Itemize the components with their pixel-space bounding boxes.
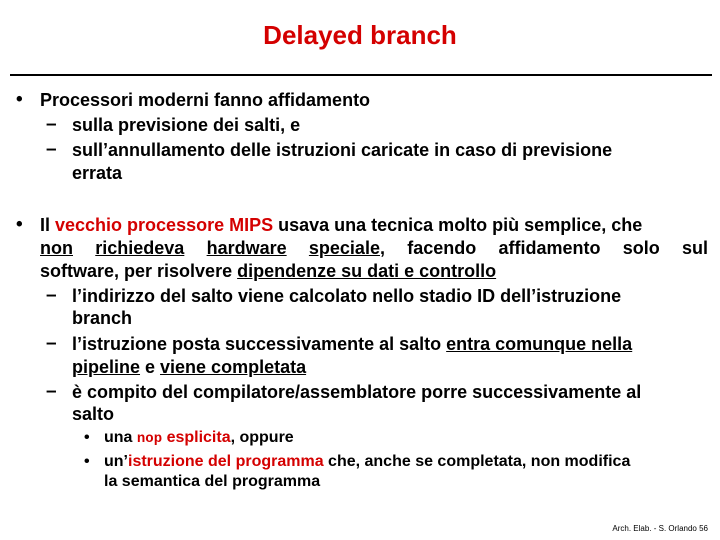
section2-sub2-line1	[72, 332, 632, 356]
section2-sub3-line2: salto	[72, 404, 115, 424]
small-item-1-pre: una	[104, 429, 137, 446]
underlined-phrase: viene completata	[160, 357, 307, 377]
sub-bullet-marker: –	[46, 333, 57, 354]
small-item-1-post: , oppure	[230, 429, 294, 446]
small-bullet-marker: •	[84, 429, 90, 446]
section2-line3	[40, 259, 496, 283]
section1-sub1: sulla previsione dei salti, e	[72, 115, 301, 135]
section2-sub1-line2: branch	[72, 308, 133, 328]
section2-sub1-line1: l’indirizzo del salto viene calcolato nello stadio ID dell’istruzione	[72, 286, 622, 306]
sub-bullet-marker: –	[46, 114, 57, 135]
slide-footer: Arch. Elab. - S. Orlando 56	[612, 524, 708, 533]
section2-sub2-pre: l’istruzione posta successivamente al salto	[72, 334, 447, 354]
section1-text: Processori moderni fanno affidamento	[40, 90, 371, 110]
small-item-1-highlight: esplicita	[166, 429, 231, 446]
section2-line2-post: , facendo affidamento solo sul	[379, 238, 708, 258]
bullet-marker: •	[16, 89, 23, 110]
section2-line3-pre: software, per risolvere	[40, 261, 238, 281]
underlined-phrase: entra comunque nella	[446, 334, 633, 354]
slide-title: Delayed branch	[263, 20, 457, 50]
small-item-2-line1	[104, 451, 630, 473]
section1-sub2-line1: sull’annullamento delle istruzioni caricate in caso di previsione	[72, 140, 613, 160]
section2-line1	[40, 213, 642, 237]
section1-sub2-line2: errata	[72, 163, 123, 183]
small-item-2-line2: la semantica del programma	[104, 473, 321, 490]
nop-code: nop	[136, 431, 163, 447]
section2-line1-highlight: vecchio processore MIPS	[55, 215, 274, 235]
underlined-phrase: pipeline	[72, 357, 141, 377]
small-item-2-highlight: istruzione del programma	[128, 453, 324, 470]
underlined-word: non	[40, 238, 73, 258]
section2-line1-post: usava una tecnica molto più semplice, che	[273, 215, 643, 235]
section2-line1-pre: Il	[40, 215, 56, 235]
section2-sub2-mid: e	[140, 357, 161, 377]
section2-sub3-line1: è compito del compilatore/assemblatore porre successivamente al	[72, 382, 642, 402]
section2-sub2-line2	[72, 355, 306, 379]
bullet-marker: •	[16, 214, 23, 235]
small-item-2-pre: un’	[104, 453, 128, 470]
small-item-1	[104, 427, 294, 450]
underlined-word: richiedeva	[95, 238, 185, 258]
sub-bullet-marker: –	[46, 139, 57, 160]
underlined-phrase: dipendenze su dati e controllo	[237, 261, 497, 281]
sub-bullet-marker: –	[46, 285, 57, 306]
title-divider	[10, 74, 712, 76]
underlined-word: hardware	[206, 238, 287, 258]
small-item-2-post: che, anche se completata, non modifica	[323, 453, 631, 470]
sub-bullet-marker: –	[46, 381, 57, 402]
small-bullet-marker: •	[84, 453, 90, 470]
underlined-word: speciale	[308, 238, 380, 258]
section2-line2	[40, 236, 708, 260]
